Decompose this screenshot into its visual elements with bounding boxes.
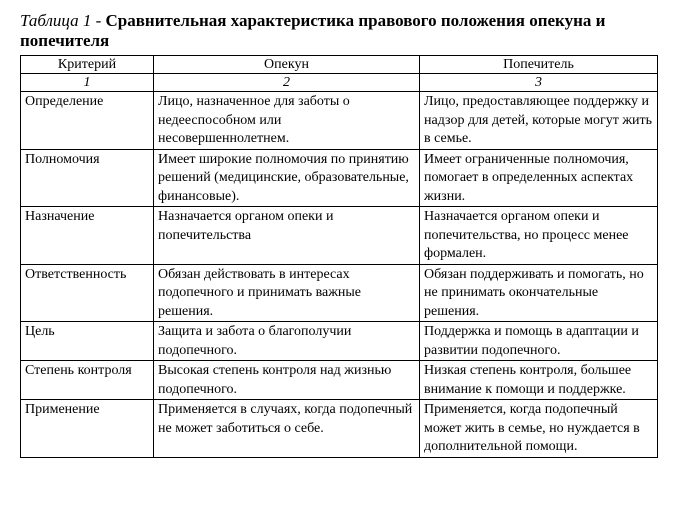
- cell-criterion: Полномочия: [21, 149, 154, 207]
- cell-guardian: Назначается органом опеки и попечительства: [154, 207, 420, 265]
- cell-guardian: Применяется в случаях, когда подопечный не может заботиться о себе.: [154, 400, 420, 458]
- cell-guardian: Защита и забота о благополучии подопечного.: [154, 322, 420, 361]
- cell-guardian: Высокая степень контроля над жизнью подопечного.: [154, 361, 420, 400]
- comparison-table: [20, 55, 658, 458]
- cell-trustee: Назначается органом опеки и попечительства, но процесс менее формален.: [420, 207, 658, 265]
- table-header-row: [21, 56, 658, 74]
- table-row: [21, 92, 658, 150]
- cell-trustee: Поддержка и помощь в адаптации и развитии подопечного.: [420, 322, 658, 361]
- header-trustee: Попечитель: [420, 56, 658, 74]
- caption-title: Сравнительная характеристика правового положения опекуна и попечителя: [20, 11, 606, 50]
- column-number-1: 1: [21, 74, 154, 92]
- table-row: [21, 322, 658, 361]
- caption-label: Таблица 1: [20, 11, 92, 30]
- column-number-2: 2: [154, 74, 420, 92]
- cell-guardian: Имеет широкие полномочия по принятию решений (медицинские, образовательные, финансовые).: [154, 149, 420, 207]
- cell-trustee: Применяется, когда подопечный может жить в семье, но нуждается в дополнительной помощи.: [420, 400, 658, 458]
- table-row: [21, 400, 658, 458]
- header-criterion: Критерий: [21, 56, 154, 74]
- table-caption: [20, 11, 670, 51]
- cell-trustee: Обязан поддерживать и помогать, но не принимать окончательные решения.: [420, 264, 658, 322]
- table-row: [21, 207, 658, 265]
- column-number-row: [21, 74, 658, 92]
- cell-guardian: Лицо, назначенное для заботы о недееспособном или несовершеннолетнем.: [154, 92, 420, 150]
- header-guardian: Опекун: [154, 56, 420, 74]
- table-row: [21, 264, 658, 322]
- cell-criterion: Степень контроля: [21, 361, 154, 400]
- cell-criterion: Применение: [21, 400, 154, 458]
- caption-separator: -: [91, 11, 106, 30]
- cell-criterion: Определение: [21, 92, 154, 150]
- cell-trustee: Лицо, предоставляющее поддержку и надзор для детей, которые могут жить в семье.: [420, 92, 658, 150]
- cell-criterion: Цель: [21, 322, 154, 361]
- cell-criterion: Назначение: [21, 207, 154, 265]
- table-row: [21, 361, 658, 400]
- cell-criterion: Ответственность: [21, 264, 154, 322]
- cell-trustee: Низкая степень контроля, большее внимание к помощи и поддержке.: [420, 361, 658, 400]
- cell-guardian: Обязан действовать в интересах подопечного и принимать важные решения.: [154, 264, 420, 322]
- cell-trustee: Имеет ограниченные полномочия, помогает в определенных аспектах жизни.: [420, 149, 658, 207]
- column-number-3: 3: [420, 74, 658, 92]
- table-row: [21, 149, 658, 207]
